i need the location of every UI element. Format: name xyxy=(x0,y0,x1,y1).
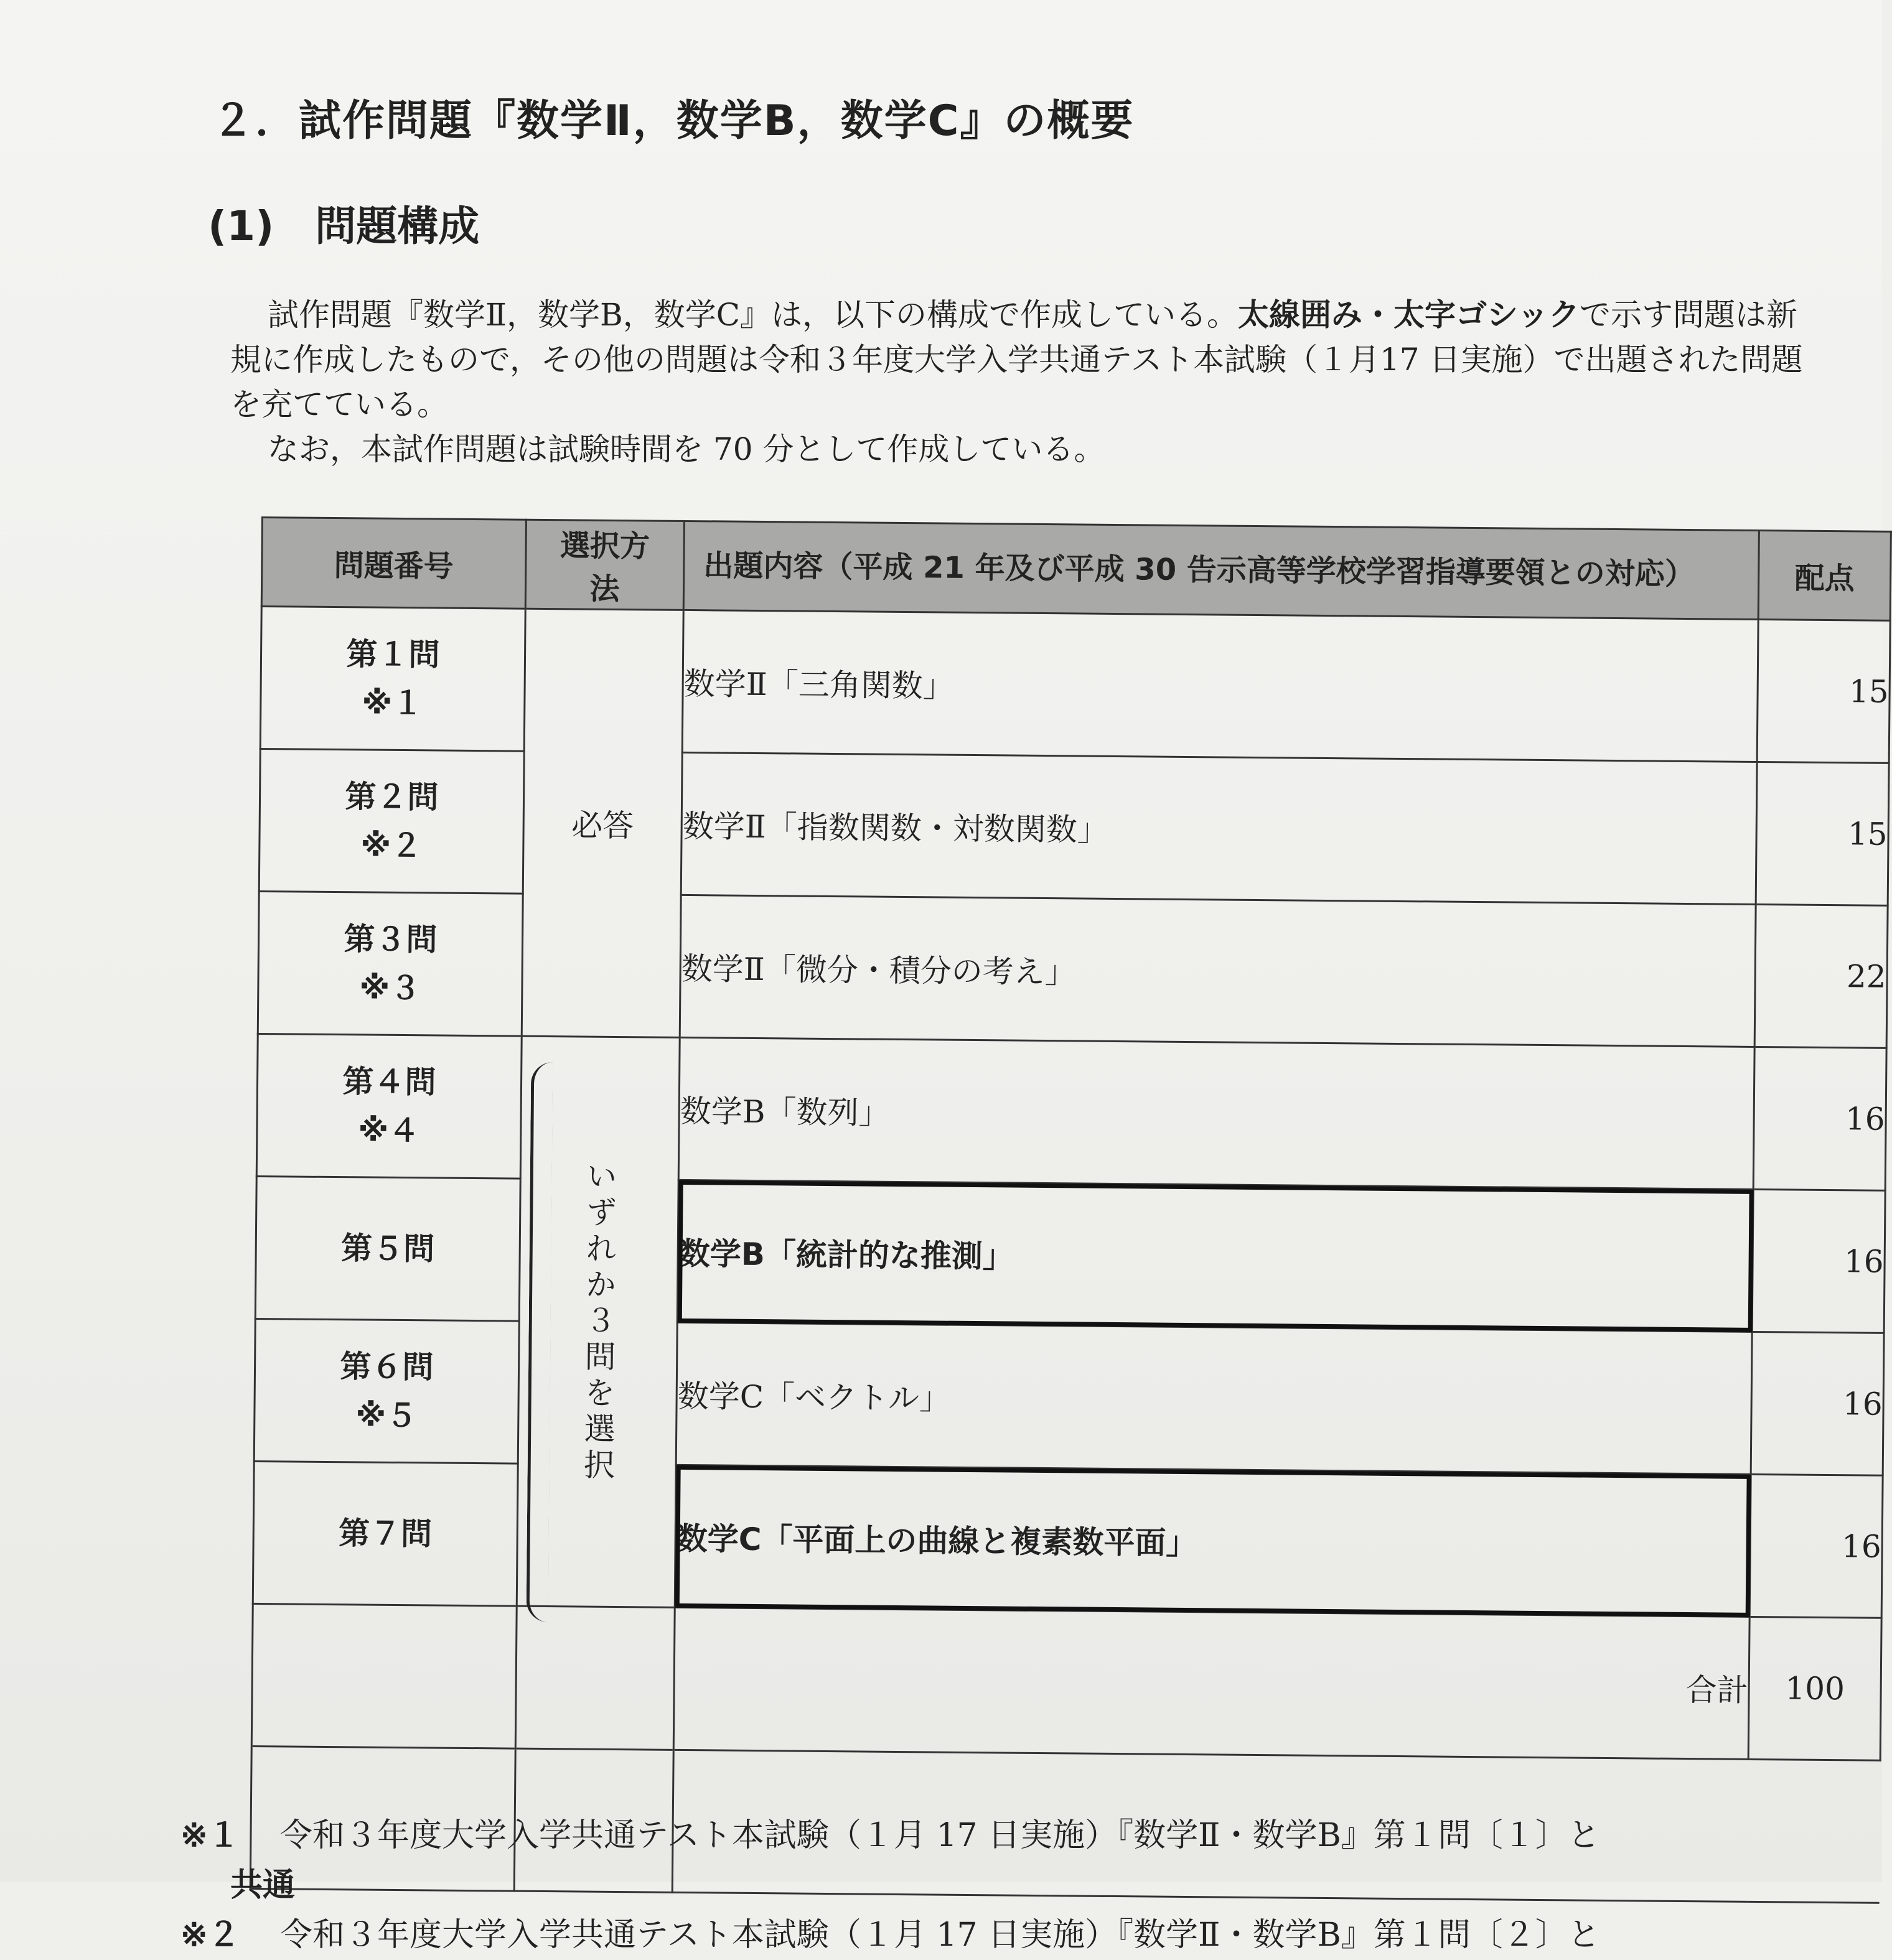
score-cell: 22 xyxy=(1754,904,1888,1048)
content-cell-new: 数学B「統計的な推測」 xyxy=(677,1180,1753,1332)
footnote-mark: ※１ xyxy=(180,1816,240,1854)
footnote-text: 令和３年度大学入学共通テスト本試験（１月 17 日実施）『数学Ⅱ・数学B』第１問〔２〕と xyxy=(280,1916,1600,1954)
choose-three-cell xyxy=(517,1036,680,1607)
intro-text-2: で示す問題は新規に作成したもので，その他の問題は令和３年度大学入学共通テスト本試験（１月17 日実施）で出題された問題を充てている。 xyxy=(230,297,1803,422)
table-row xyxy=(259,749,1889,905)
footnote-mark: ※２ xyxy=(180,1916,240,1954)
intro-paragraph-2: なお，本試作問題は試験時間を 70 分として作成している。 xyxy=(268,431,1105,467)
footnote-text: 令和３年度大学入学共通テスト本試験（１月 17 日実施）『数学Ⅱ・数学B』第１問〔１〕と xyxy=(280,1817,1600,1854)
footnote-1-continuation: 共通 xyxy=(230,1866,296,1904)
score-cell: 16 xyxy=(1753,1047,1886,1190)
footnote-1 xyxy=(180,1811,1861,1860)
question-number: 第３問 xyxy=(344,921,438,958)
intro-text-1: 試作問題『数学Ⅱ，数学B，数学C』は，以下の構成で作成している。 xyxy=(268,297,1238,333)
table-row xyxy=(256,1034,1886,1190)
question-number: 第７問 xyxy=(338,1515,433,1552)
header-score: 配点 xyxy=(1758,531,1891,621)
required-cell: 必答 xyxy=(522,609,683,1037)
score-cell: 15 xyxy=(1757,619,1890,763)
question-number: 第２問 xyxy=(345,778,439,816)
subsection-title: (1) 問題構成 xyxy=(208,202,480,250)
content-cell: 数学Ⅱ「指数関数・対数関数」 xyxy=(681,752,1757,904)
content-cell: 数学Ⅱ「微分・積分の考え」 xyxy=(680,895,1756,1047)
content-cell-new: 数学C「平面上の曲線と複素数平面」 xyxy=(675,1465,1751,1617)
score-cell: 16 xyxy=(1751,1332,1884,1475)
intro-paragraph xyxy=(230,292,1805,472)
empty-cell xyxy=(515,1606,675,1750)
section-title: ２．試作問題『数学Ⅱ，数学B，数学C』の概要 xyxy=(212,96,1135,146)
question-number: 第５問 xyxy=(340,1230,435,1267)
curly-brace-icon xyxy=(526,1062,553,1622)
question-number-cell xyxy=(258,891,523,1036)
question-number-cell xyxy=(259,749,524,894)
question-note: ※４ xyxy=(358,1112,420,1149)
table-row xyxy=(258,891,1888,1048)
table-row xyxy=(255,1176,1885,1333)
table-row xyxy=(260,607,1890,763)
question-number-cell xyxy=(253,1461,518,1606)
question-number: 第６問 xyxy=(340,1348,434,1386)
table-row xyxy=(254,1318,1884,1475)
question-number-cell xyxy=(254,1318,519,1463)
header-content: 出題内容（平成 21 年及び平成 30 告示高等学校学習指導要領との対応） xyxy=(683,521,1759,619)
intro-paragraph-1 xyxy=(230,292,1805,427)
total-value: 100 xyxy=(1748,1617,1881,1760)
header-question-number: 問題番号 xyxy=(261,518,526,609)
question-note: ※３ xyxy=(359,969,421,1007)
footnote-2 xyxy=(180,1910,1861,1960)
choose-three-label: いずれか３問を選択 xyxy=(578,1159,618,1485)
total-row xyxy=(251,1603,1881,1760)
score-cell: 16 xyxy=(1752,1189,1885,1333)
content-cell: 数学C「ベクトル」 xyxy=(676,1322,1752,1474)
question-note: ※５ xyxy=(355,1397,418,1434)
total-label: 合計 xyxy=(673,1607,1749,1759)
question-number: 第１問 xyxy=(346,636,440,673)
question-number: 第４問 xyxy=(342,1063,436,1101)
question-structure-table xyxy=(250,516,1892,1904)
table-header-row xyxy=(261,518,1891,621)
header-selection-method: 選択方法 xyxy=(525,520,685,610)
content-cell: 数学B「数列」 xyxy=(678,1037,1754,1189)
footnotes xyxy=(180,1811,1861,1960)
empty-cell xyxy=(251,1603,517,1748)
question-number-cell xyxy=(260,607,525,752)
content-cell: 数学Ⅱ「三角関数」 xyxy=(682,610,1758,762)
score-cell: 15 xyxy=(1756,762,1889,905)
question-note: ※１ xyxy=(362,684,424,722)
question-number-cell xyxy=(256,1034,522,1178)
score-cell: 16 xyxy=(1749,1474,1883,1618)
question-note: ※２ xyxy=(360,827,423,864)
intro-bold-text: 太線囲み・太字ゴシック xyxy=(1237,297,1580,333)
table-row xyxy=(253,1461,1883,1618)
question-number-cell xyxy=(255,1176,520,1321)
